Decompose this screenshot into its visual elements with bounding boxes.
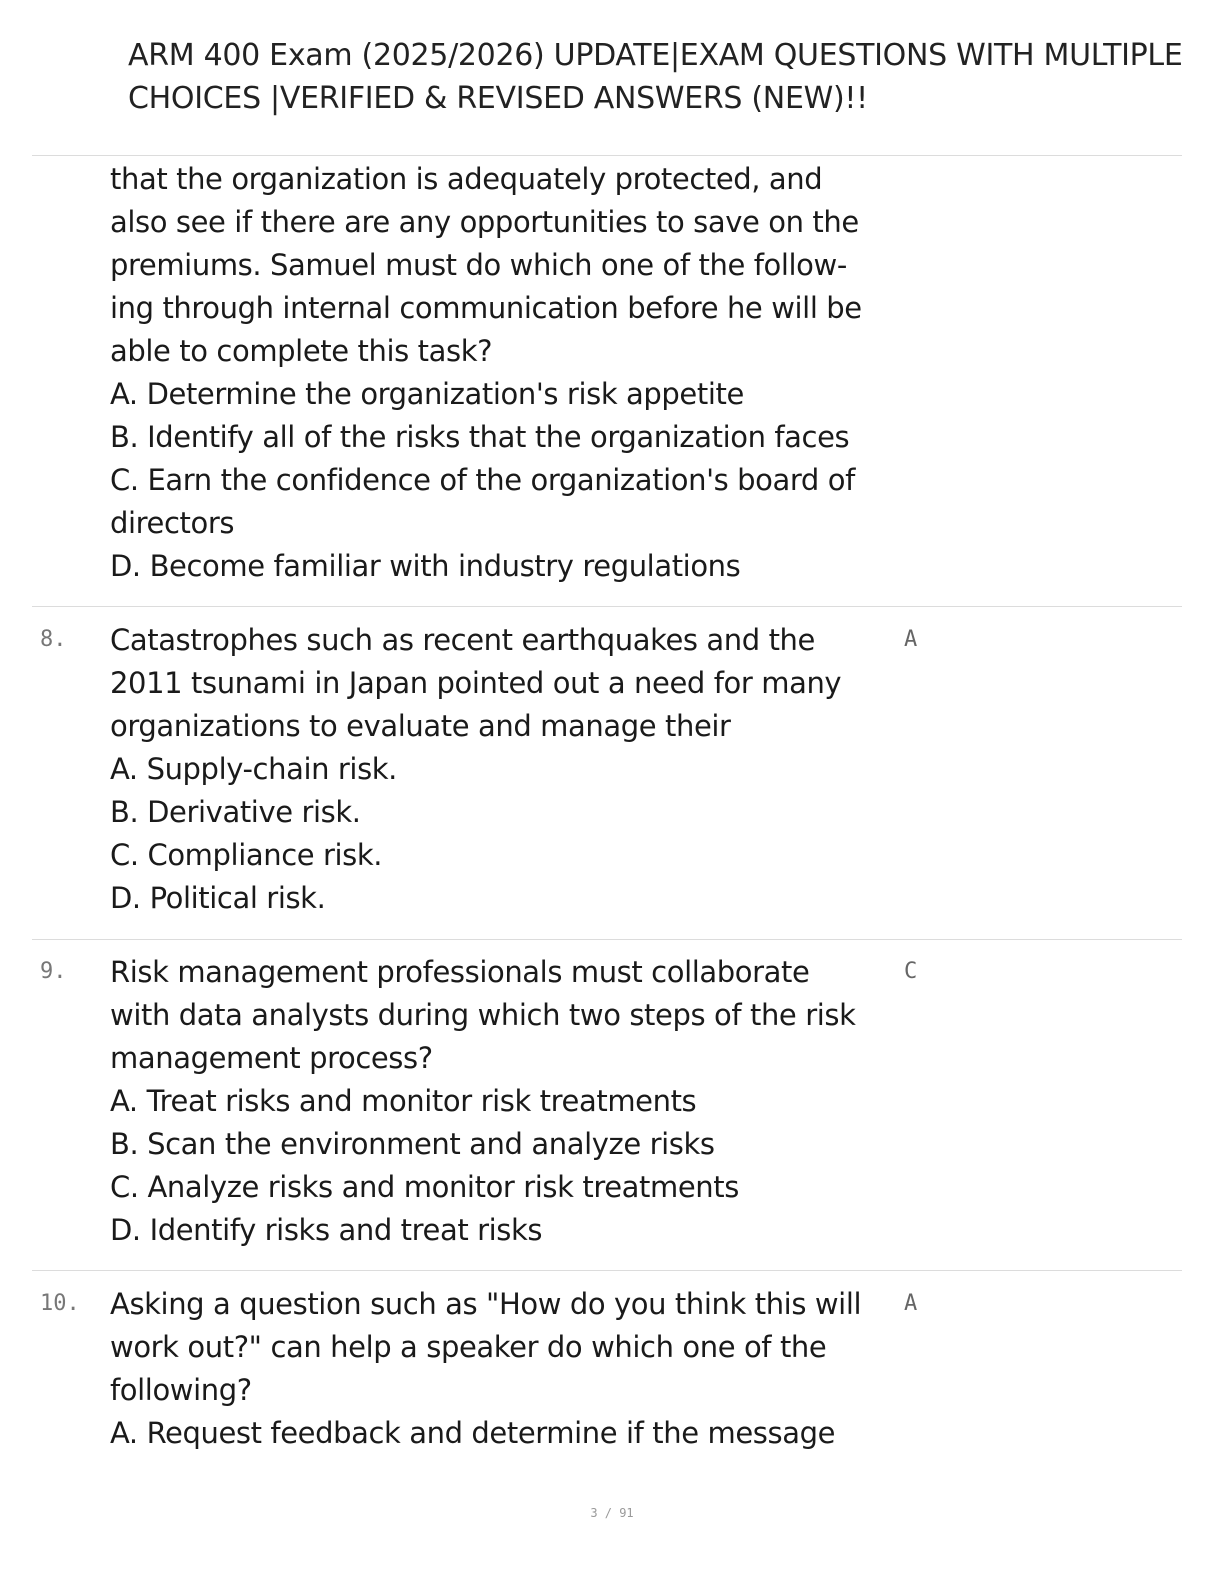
choice-c: C. Compliance risk. <box>110 838 383 872</box>
page-number: 3 / 91 <box>590 1506 634 1520</box>
divider <box>32 939 1182 940</box>
choice-d: D. Become familiar with industry regulations <box>110 549 741 583</box>
divider <box>32 606 1182 607</box>
choice-a: A. Request feedback and determine if the message <box>110 1416 836 1450</box>
question-text-line: 2011 tsunami in Japan pointed out a need for many <box>110 666 842 700</box>
choice-b: B. Scan the environment and analyze risks <box>110 1127 715 1161</box>
divider <box>32 1270 1182 1271</box>
question-text-line: also see if there are any opportunities to save on the <box>110 205 859 239</box>
question-10-number: 10. <box>40 1291 80 1316</box>
question-text-line: ing through internal communication before he will be <box>110 291 862 325</box>
question-10-answer: A <box>904 1291 918 1316</box>
question-8-answer: A <box>904 627 918 652</box>
question-text-line: work out?" can help a speaker do which one of the <box>110 1330 827 1364</box>
choice-d: D. Political risk. <box>110 881 326 915</box>
question-text-line: that the organization is adequately protected, and <box>110 162 823 196</box>
question-text-line: following? <box>110 1373 252 1407</box>
question-10 <box>110 1283 910 1455</box>
question-text-line: premiums. Samuel must do which one of the follow- <box>110 248 847 282</box>
question-text-line: management process? <box>110 1041 433 1075</box>
document-header <box>128 34 1208 120</box>
question-9-answer: C <box>904 959 918 984</box>
choice-b: B. Identify all of the risks that the organization faces <box>110 420 850 454</box>
question-8 <box>110 619 910 920</box>
question-text-line: with data analysts during which two steps of the risk <box>110 998 856 1032</box>
question-text-line: Risk management professionals must collaborate <box>110 955 810 989</box>
choice-c: C. Analyze risks and monitor risk treatments <box>110 1170 739 1204</box>
choice-d: D. Identify risks and treat risks <box>110 1213 543 1247</box>
divider <box>32 155 1182 156</box>
choice-a: A. Determine the organization's risk appetite <box>110 377 744 411</box>
question-9 <box>110 951 910 1252</box>
choice-b: B. Derivative risk. <box>110 795 361 829</box>
choice-a: A. Treat risks and monitor risk treatments <box>110 1084 697 1118</box>
question-text-line: able to complete this task? <box>110 334 493 368</box>
question-text-line: Catastrophes such as recent earthquakes and the <box>110 623 815 657</box>
question-9-number: 9. <box>40 959 67 984</box>
choice-c: C. Earn the confidence of the organization's board of <box>110 463 855 497</box>
question-8-number: 8. <box>40 627 67 652</box>
choice-c-continued: directors <box>110 506 235 540</box>
question-text-line: organizations to evaluate and manage their <box>110 709 731 743</box>
question-text-line: Asking a question such as "How do you think this will <box>110 1287 862 1321</box>
question-7-continued <box>110 158 910 588</box>
choice-a: A. Supply-chain risk. <box>110 752 397 786</box>
header-line-1: ARM 400 Exam (2025/2026) UPDATE|EXAM QUESTIONS WITH MULTIPLE <box>128 38 1183 73</box>
header-line-2: CHOICES |VERIFIED & REVISED ANSWERS (NEW)!! <box>128 81 868 116</box>
